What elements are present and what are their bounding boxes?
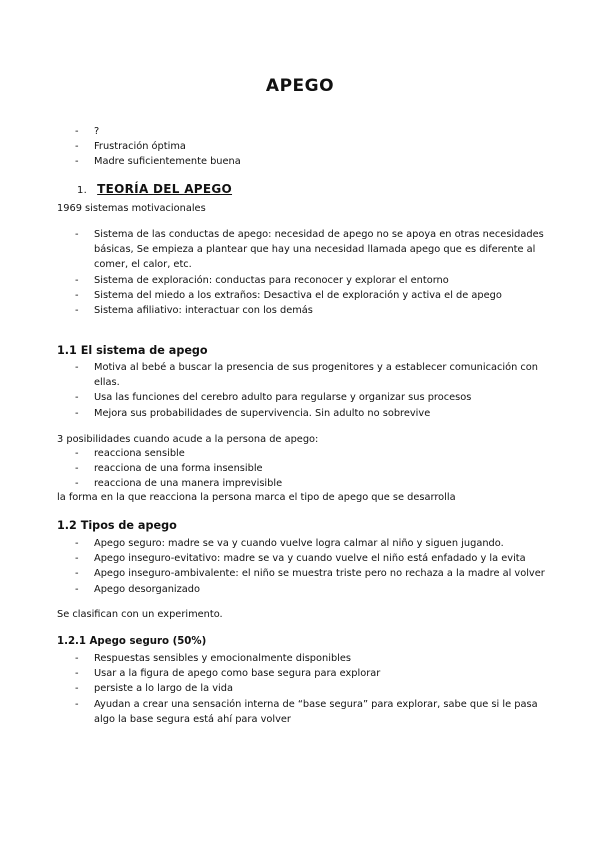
list-item: - Apego desorganizado <box>75 583 200 595</box>
list-item: - Respuestas sensibles y emocionalmente disponibles <box>75 653 352 664</box>
intro-list <box>75 124 535 170</box>
list-item: - Sistema afiliativo: interactuar con los demás <box>75 305 313 317</box>
section-heading-apego-seguro: 1.2.1 Apego seguro (50%) <box>57 636 207 647</box>
closing-sentence: la forma en la que reacciona la persona marca el tipo de apego que se desarrolla <box>57 492 456 503</box>
list-item: - Ayudan a crear una sensación interna de “base segura” para explorar, sabe que si le pasa algo la base segura está ahí para volver <box>75 698 538 725</box>
page-title: APEGO <box>265 76 335 96</box>
list-item: - Apego inseguro-evitativo: madre se va y cuando vuelve el niño está enfadado y la evita <box>75 553 526 565</box>
attachment-system-list <box>75 360 545 421</box>
section-heading-sistema: 1.1 El sistema de apego <box>57 344 208 357</box>
list-item: - Usa las funciones del cerebro adulto para regularse y organizar sus procesos <box>75 392 472 404</box>
list-item: - ? <box>75 126 100 137</box>
list-item: - Sistema del miedo a los extraños: Desactiva el de exploración y activa el de apego <box>75 289 502 301</box>
section-heading-teoria: 1. TEORÍA DEL APEGO <box>77 182 233 196</box>
list-item: - Apego seguro: madre se va y cuando vuelve logra calmar al niño y siguen jugando. <box>75 538 504 549</box>
list-item: - Frustración óptima <box>75 141 186 153</box>
list-item: - reacciona sensible <box>75 448 185 459</box>
list-item: - reacciona de una forma insensible <box>75 463 263 475</box>
section-heading-tipos: 1.2 Tipos de apego <box>57 519 177 532</box>
list-item: - persiste a lo largo de la vida <box>75 683 233 695</box>
list-item: - Madre suficientemente buena <box>75 156 241 168</box>
possibilities-list <box>75 446 545 492</box>
possibilities-intro: 3 posibilidades cuando acude a la persona de apego: <box>57 434 319 445</box>
list-item: - Sistema de las conductas de apego: necesidad de apego no se apoya en otras necesidades básicas, Se empieza a plantear que hay una necesidad llamada apego que es diferente al comer, el calor, etc. <box>75 229 544 271</box>
list-item: - Mejora sus probabilidades de supervivencia. Sin adulto no sobrevive <box>75 407 431 419</box>
list-item: - Sistema de exploración: conductas para reconocer y explorar el entorno <box>75 274 449 286</box>
list-item: - Apego inseguro-ambivalente: el niño se muestra triste pero no rechaza a la madre al volver <box>75 568 545 580</box>
list-item: - Usar a la figura de apego como base segura para explorar <box>75 668 381 680</box>
list-item: - reacciona de una manera imprevisible <box>75 478 283 490</box>
secure-attachment-list <box>75 651 545 727</box>
list-item: - Motiva al bebé a buscar la presencia de sus progenitores y a establecer comunicación con ellas. <box>75 362 539 389</box>
motivational-systems-list <box>75 227 545 318</box>
attachment-types-list <box>75 536 555 597</box>
classification-note: Se clasifican con un experimento. <box>57 609 223 620</box>
section-subtitle: 1969 sistemas motivacionales <box>57 203 206 214</box>
